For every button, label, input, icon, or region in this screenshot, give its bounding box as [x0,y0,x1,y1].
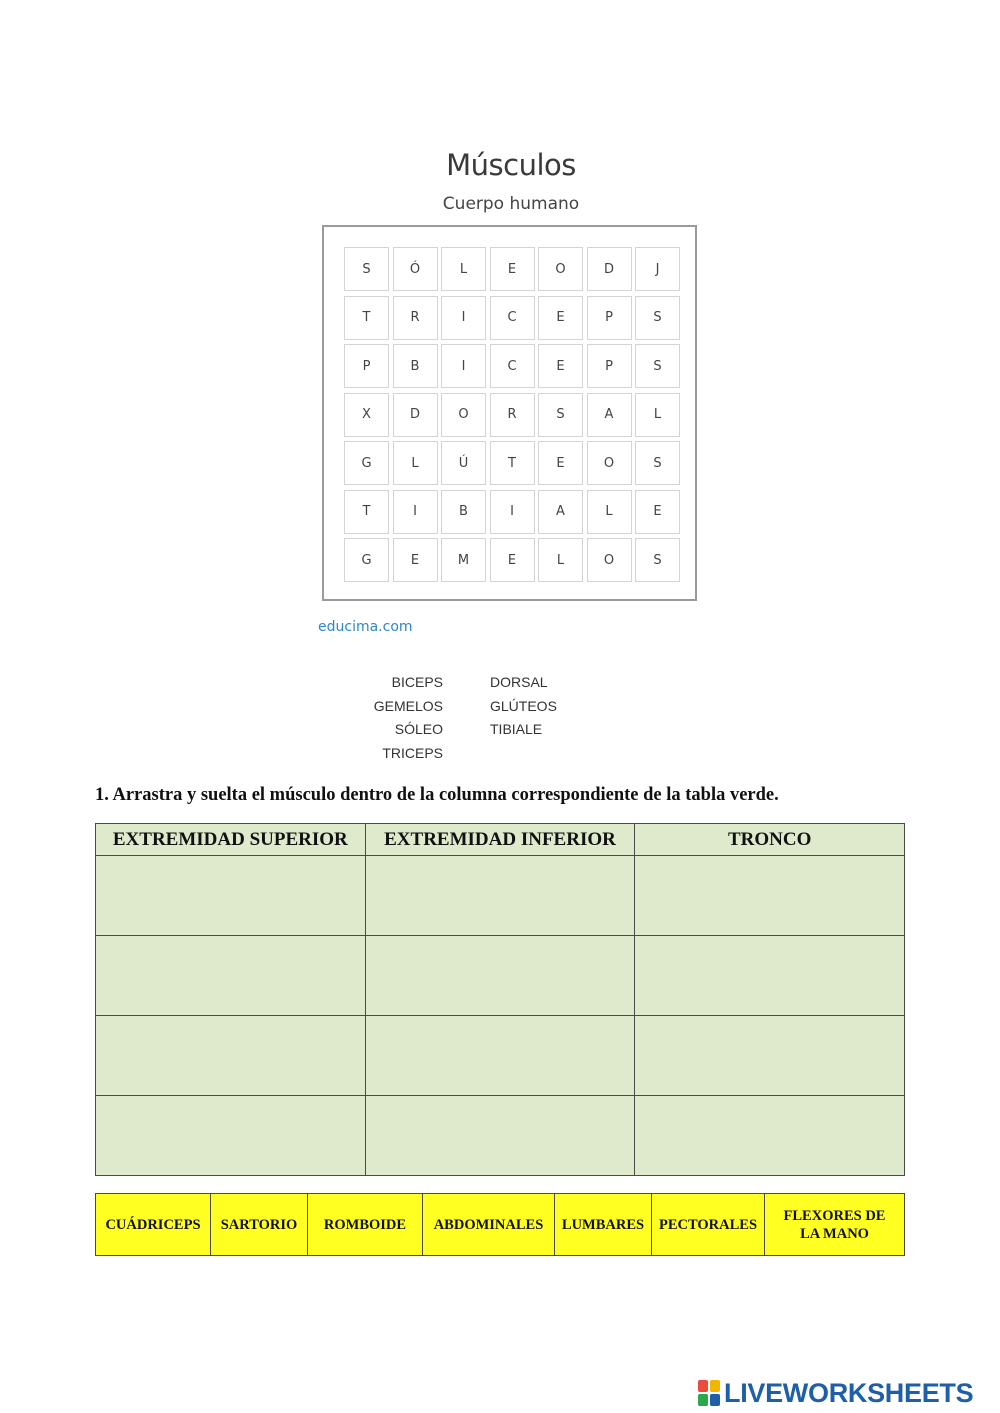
wordsearch-cell[interactable]: I [441,344,486,388]
wordsearch-cell[interactable]: D [587,247,632,291]
wordsearch-cell[interactable]: L [441,247,486,291]
credit-link[interactable]: educima.com [318,619,413,635]
wordsearch-cell[interactable]: O [587,441,632,485]
wordsearch-cell[interactable]: Ú [441,441,486,485]
wordsearch-cell[interactable]: R [393,296,438,340]
wordsearch-cell[interactable]: I [441,296,486,340]
drop-zone-cell[interactable] [365,856,635,936]
wordsearch-cell[interactable]: Ó [393,247,438,291]
wordsearch-cell[interactable]: S [344,247,389,291]
wordsearch-cell[interactable]: P [344,344,389,388]
word-list-item: BICEPS [391,674,443,690]
wordsearch-cell[interactable]: B [441,490,486,534]
wordsearch-cell[interactable]: G [344,538,389,582]
wordsearch-cell[interactable]: M [441,538,486,582]
column-header-lower-limb: EXTREMIDAD INFERIOR [365,824,635,856]
wordsearch-cell[interactable]: O [538,247,583,291]
wordsearch-cell[interactable]: C [490,344,535,388]
word-list-item: SÓLEO [394,721,443,737]
wordsearch-cell[interactable]: S [635,441,680,485]
drop-zone-cell[interactable] [96,1096,366,1176]
wordsearch-cell[interactable]: E [538,296,583,340]
wordsearch-cell[interactable]: T [344,490,389,534]
wordsearch-cell[interactable]: E [490,538,535,582]
drop-zone-cell[interactable] [365,936,635,1016]
word-list-right [490,671,590,742]
wordsearch-cell[interactable]: E [538,441,583,485]
wordsearch-cell[interactable]: P [587,296,632,340]
wordsearch-grid [344,247,680,582]
drop-zone-cell[interactable] [635,856,905,936]
word-list-item: TRICEPS [382,744,443,761]
wordsearch-cell[interactable]: L [587,490,632,534]
wordsearch-cell[interactable]: S [538,393,583,437]
wordsearch-cell[interactable]: G [344,441,389,485]
drag-item-sartorio[interactable]: SARTORIO [211,1194,308,1256]
brand-name: LIVEWORKSHEETS [724,1377,974,1408]
logo-square [698,1380,708,1392]
wordsearch-cell[interactable]: S [635,296,680,340]
wordsearch-cell[interactable]: E [538,344,583,388]
drop-zone-cell[interactable] [635,936,905,1016]
wordsearch-cell[interactable]: P [587,344,632,388]
wordsearch-title: Músculos [446,148,576,182]
word-list-item: TIBIALE [490,721,543,737]
wordsearch-cell[interactable]: I [393,490,438,534]
drop-zone-cell[interactable] [96,1016,366,1096]
wordsearch-cell[interactable]: O [441,393,486,437]
wordsearch-cell[interactable]: I [490,490,535,534]
wordsearch-cell[interactable]: B [393,344,438,388]
wordsearch-cell[interactable]: A [538,490,583,534]
table-row [96,936,905,1016]
drag-item-pectorales[interactable]: PECTORALES [652,1194,765,1256]
liveworksheets-logo-icon [698,1380,720,1406]
wordsearch-cell[interactable]: T [490,441,535,485]
logo-square [710,1380,720,1392]
wordsearch-cell[interactable]: S [635,538,680,582]
table-row [96,1016,905,1096]
drag-item-lumbares[interactable]: LUMBARES [555,1194,652,1256]
column-header-upper-limb: EXTREMIDAD SUPERIOR [96,824,366,856]
word-list-left [360,671,443,765]
drag-item-romboide[interactable]: ROMBOIDE [308,1194,423,1256]
wordsearch-cell[interactable]: S [635,344,680,388]
logo-square [698,1394,708,1406]
wordsearch-cell[interactable]: L [635,393,680,437]
drop-zone-cell[interactable] [365,1016,635,1096]
drop-zone-body [96,856,905,1176]
instruction-text: 1. Arrastra y suelta el músculo dentro de la columna correspondiente de la tabla verde. [95,785,779,805]
classification-table [95,823,905,1176]
wordsearch-cell[interactable]: C [490,296,535,340]
drop-zone-cell[interactable] [96,856,366,936]
wordsearch-cell[interactable]: X [344,393,389,437]
word-list-item: GLÚTEOS [490,697,557,714]
drop-zone-cell[interactable] [635,1096,905,1176]
wordsearch-cell[interactable]: E [393,538,438,582]
wordsearch-subtitle: Cuerpo humano [442,194,580,214]
wordsearch-cell[interactable]: L [538,538,583,582]
table-row [96,1096,905,1176]
muscle-options-table [95,1193,905,1256]
drop-zone-cell[interactable] [96,936,366,1016]
wordsearch-cell[interactable]: O [587,538,632,582]
word-list-item: DORSAL [490,674,548,690]
wordsearch-cell[interactable]: L [393,441,438,485]
wordsearch-cell[interactable]: T [344,296,389,340]
wordsearch-cell[interactable]: E [635,490,680,534]
drag-item-flexores-de-la-mano[interactable]: FLEXORES DE LA MANO [765,1194,905,1256]
wordsearch-cell[interactable]: J [635,247,680,291]
drag-item-abdominales[interactable]: ABDOMINALES [423,1194,555,1256]
logo-square [710,1394,720,1406]
drop-zone-cell[interactable] [635,1016,905,1096]
wordsearch-cell[interactable]: A [587,393,632,437]
wordsearch-frame [322,225,697,601]
wordsearch-cell[interactable]: E [490,247,535,291]
brand-footer [698,1377,973,1409]
table-row [96,856,905,936]
wordsearch-cell[interactable]: R [490,393,535,437]
column-header-trunk: TRONCO [635,824,905,856]
word-list-item: GEMELOS [373,697,443,714]
drag-item-cuadriceps[interactable]: CUÁDRICEPS [96,1194,211,1256]
wordsearch-cell[interactable]: D [393,393,438,437]
drop-zone-cell[interactable] [365,1096,635,1176]
